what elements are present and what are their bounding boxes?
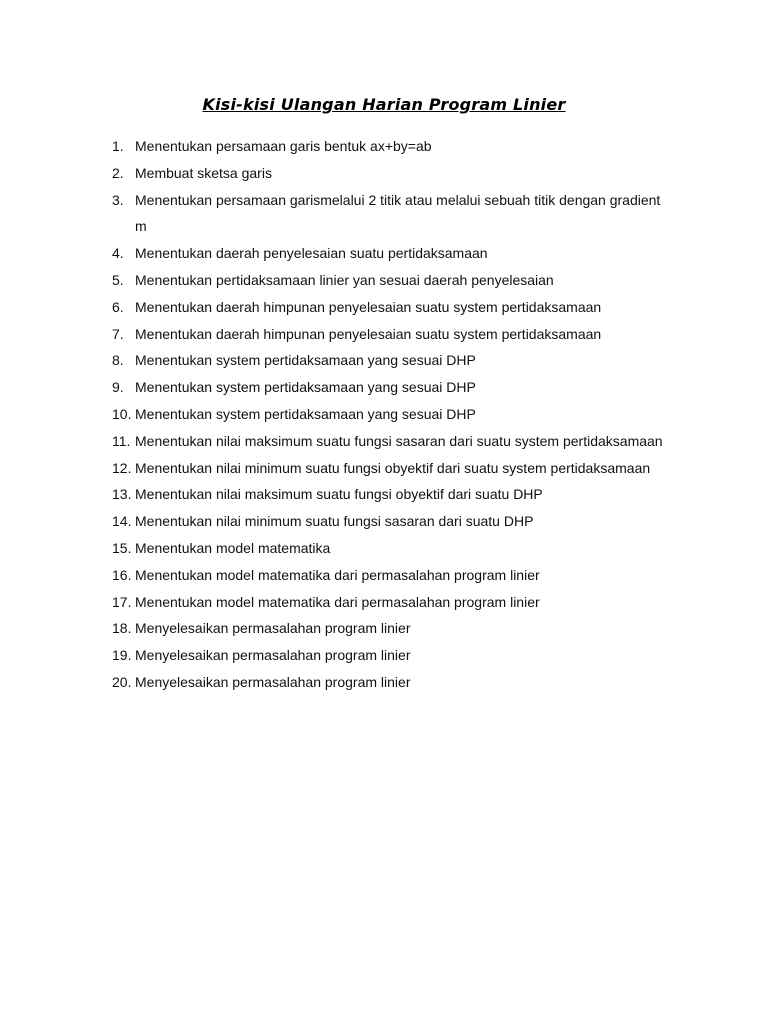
list-item-text: Menyelesaikan permasalahan program linier: [135, 647, 411, 664]
list-item: [112, 187, 672, 241]
list-item-text: Menentukan daerah himpunan penyelesaian suatu system pertidaksamaan: [135, 325, 602, 342]
list-item-number: 20.: [112, 673, 132, 690]
list-item-number: 10.: [112, 405, 132, 422]
list-item-number: 4.: [112, 245, 124, 262]
list-item-number: 12.: [112, 459, 132, 476]
list-item: [112, 535, 672, 562]
list-item-text: Menyelesaikan permasalahan program linier: [135, 673, 411, 690]
list-item-text: Menentukan persamaan garis bentuk ax+by=ab: [135, 138, 432, 154]
list-item-number: 15.: [112, 539, 132, 556]
list-item-number: 11.: [112, 432, 131, 449]
list-item-number: 3.: [112, 191, 124, 208]
list-item-text: Menentukan nilai maksimum suatu fungsi obyektif dari suatu DHP: [135, 486, 543, 503]
list-item-number: 17.: [112, 593, 132, 610]
list-item-number: 7.: [112, 325, 124, 342]
list-item-number: 9.: [112, 379, 124, 396]
list-item: [112, 642, 672, 669]
document-title: Kisi-kisi Ulangan Harian Program Linier: [202, 95, 566, 114]
list-item: [112, 347, 672, 374]
list-item: [112, 481, 672, 508]
list-item: [112, 321, 672, 348]
list-item-number: 6.: [112, 298, 124, 315]
list-item: [112, 294, 672, 321]
list-item-number: 5.: [112, 271, 124, 288]
list-item-text: Menentukan model matematika dari permasalahan program linier: [135, 566, 540, 583]
list-item-text: Menentukan model matematika dari permasalahan program linier: [135, 593, 540, 610]
list-item-number: 2.: [112, 164, 124, 181]
list-item: [112, 428, 672, 455]
list-item-text: Membuat sketsa garis: [135, 164, 272, 181]
list-item-number: 13.: [112, 486, 132, 503]
list-item-number: 16.: [112, 566, 132, 583]
list-item-number: 18.: [112, 620, 132, 637]
list-item-number: 1.: [112, 138, 124, 154]
list-item: [112, 589, 672, 616]
list-item-text: Menentukan nilai minimum suatu fungsi obyektif dari suatu system pertidaksamaan: [135, 459, 651, 476]
list-item-text: Menentukan model matematika: [135, 539, 331, 556]
list-item: [112, 615, 672, 642]
list-item-number: 14.: [112, 513, 132, 530]
list-item: [112, 133, 672, 160]
list-item-text: Menentukan pertidaksamaan linier yan sesuai daerah penyelesaian: [135, 271, 554, 288]
list-item-text: Menentukan nilai maksimum suatu fungsi sasaran dari suatu system pertidaksamaan: [135, 432, 663, 449]
list-item-text: Menyelesaikan permasalahan program linier: [135, 620, 411, 637]
list-item: [112, 160, 672, 187]
list-item: [112, 455, 672, 482]
list-item: [112, 374, 672, 401]
list-item-text: Menentukan daerah penyelesaian suatu pertidaksamaan: [135, 245, 488, 262]
list-item: [112, 508, 672, 535]
list-item-text: Menentukan nilai minimum suatu fungsi sasaran dari suatu DHP: [135, 513, 534, 530]
list-item: [112, 401, 672, 428]
list-item-number: 19.: [112, 647, 132, 664]
list-item: [112, 562, 672, 589]
list-item-text: Menentukan system pertidaksamaan yang sesuai DHP: [135, 379, 476, 396]
list-item: [112, 240, 672, 267]
list-item-text: Menentukan persamaan garismelalui 2 titik atau melalui sebuah titik dengan gradient m: [135, 191, 661, 235]
objective-list: [112, 133, 672, 696]
list-item-text: Menentukan system pertidaksamaan yang sesuai DHP: [135, 352, 476, 369]
list-item: [112, 267, 672, 294]
list-item-number: 8.: [112, 352, 124, 369]
list-item-text: Menentukan system pertidaksamaan yang sesuai DHP: [135, 405, 476, 422]
list-item-text: Menentukan daerah himpunan penyelesaian suatu system pertidaksamaan: [135, 298, 602, 315]
list-item: [112, 669, 672, 696]
